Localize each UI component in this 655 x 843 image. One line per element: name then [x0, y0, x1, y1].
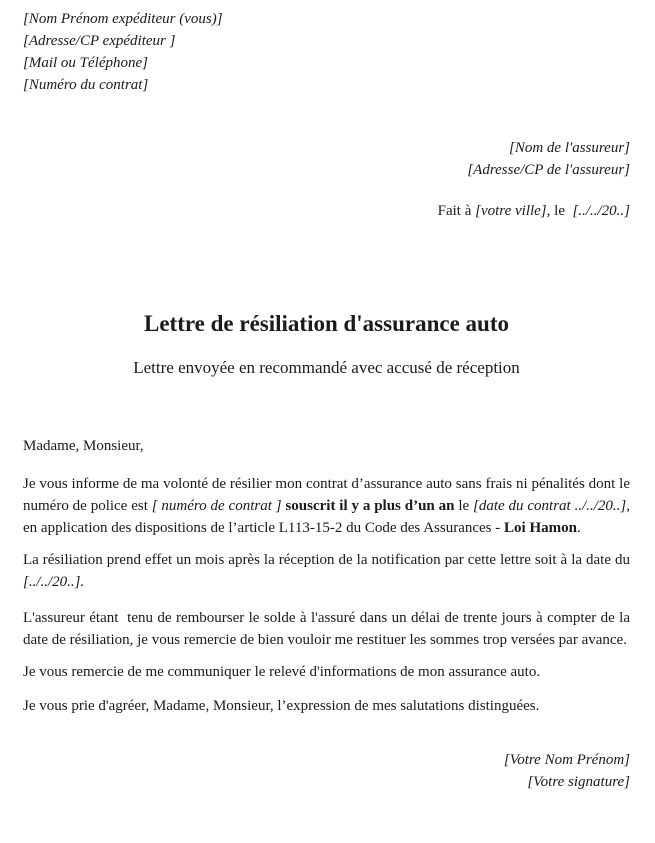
salutation: Madame, Monsieur,: [23, 438, 144, 454]
signature-sign-placeholder: [Votre signature]: [527, 774, 630, 790]
contract-number-placeholder: [ numéro de contrat ]: [151, 498, 286, 514]
sender-address-placeholder: [Adresse/CP expéditeur ]: [23, 33, 176, 49]
date-line-middle: le: [550, 203, 573, 219]
p1-text-period: .: [576, 520, 581, 536]
signature-block: [23, 749, 630, 793]
paragraph-information-statement: Je vous remercie de me communiquer le relevé d'informations de mon assurance auto.: [23, 664, 541, 680]
recipient-block: [23, 137, 630, 181]
sender-contract-number-placeholder: [Numéro du contrat]: [23, 77, 149, 93]
sender-block: [23, 8, 630, 96]
p1-text-legal-reference: en application des dispositions de l’article L113-15-2 du Code des Assurances -: [23, 520, 505, 536]
sender-name-placeholder: [Nom Prénom expéditeur (vous)]: [23, 11, 223, 27]
contract-date-placeholder: [date du contrat ../../20..],: [473, 498, 630, 514]
effective-date-placeholder: [../../20..].: [23, 574, 85, 590]
insurer-name-placeholder: [Nom de l'assureur]: [509, 140, 630, 156]
p1-text-le: le: [458, 498, 474, 514]
p1-bold-over-one-year: souscrit il y a plus d’un an: [285, 498, 459, 514]
date-line-prefix: Fait à: [437, 203, 476, 219]
paragraph-closing-salutation: Je vous prie d'agréer, Madame, Monsieur, l’expression de mes salutations distinguées.: [23, 698, 540, 714]
paragraph-termination-request: [23, 473, 630, 539]
paragraph-effective-date: [23, 549, 630, 593]
date-line: [23, 200, 630, 222]
insurer-address-placeholder: [Adresse/CP de l'assureur]: [467, 162, 630, 178]
letter-subtitle: Lettre envoyée en recommandé avec accusé de réception: [133, 358, 520, 377]
p1-bold-loi-hamon: Loi Hamon: [504, 520, 577, 536]
letter-title: Lettre de résiliation d'assurance auto: [144, 311, 509, 336]
city-placeholder: [votre ville],: [475, 203, 551, 219]
p2-text: La résiliation prend effet un mois après la réception de la notification par cette lettre soit à la date du: [23, 552, 630, 568]
paragraph-refund-request: L'assureur étant tenu de rembourser le solde à l'assuré dans un délai de trente jours à compter de la date de résiliation, je vous remercie de bien vouloir me restituer les sommes trop versées par avance.: [23, 610, 630, 648]
p1-text-intro: Je vous informe de ma volonté de résilier mon contrat d’assurance auto sans frais ni pénalités dont le numéro de police est: [23, 476, 630, 514]
signature-name-placeholder: [Votre Nom Prénom]: [503, 752, 630, 768]
letter-date-placeholder: [../../20..]: [572, 203, 630, 219]
sender-contact-placeholder: [Mail ou Téléphone]: [23, 55, 148, 71]
